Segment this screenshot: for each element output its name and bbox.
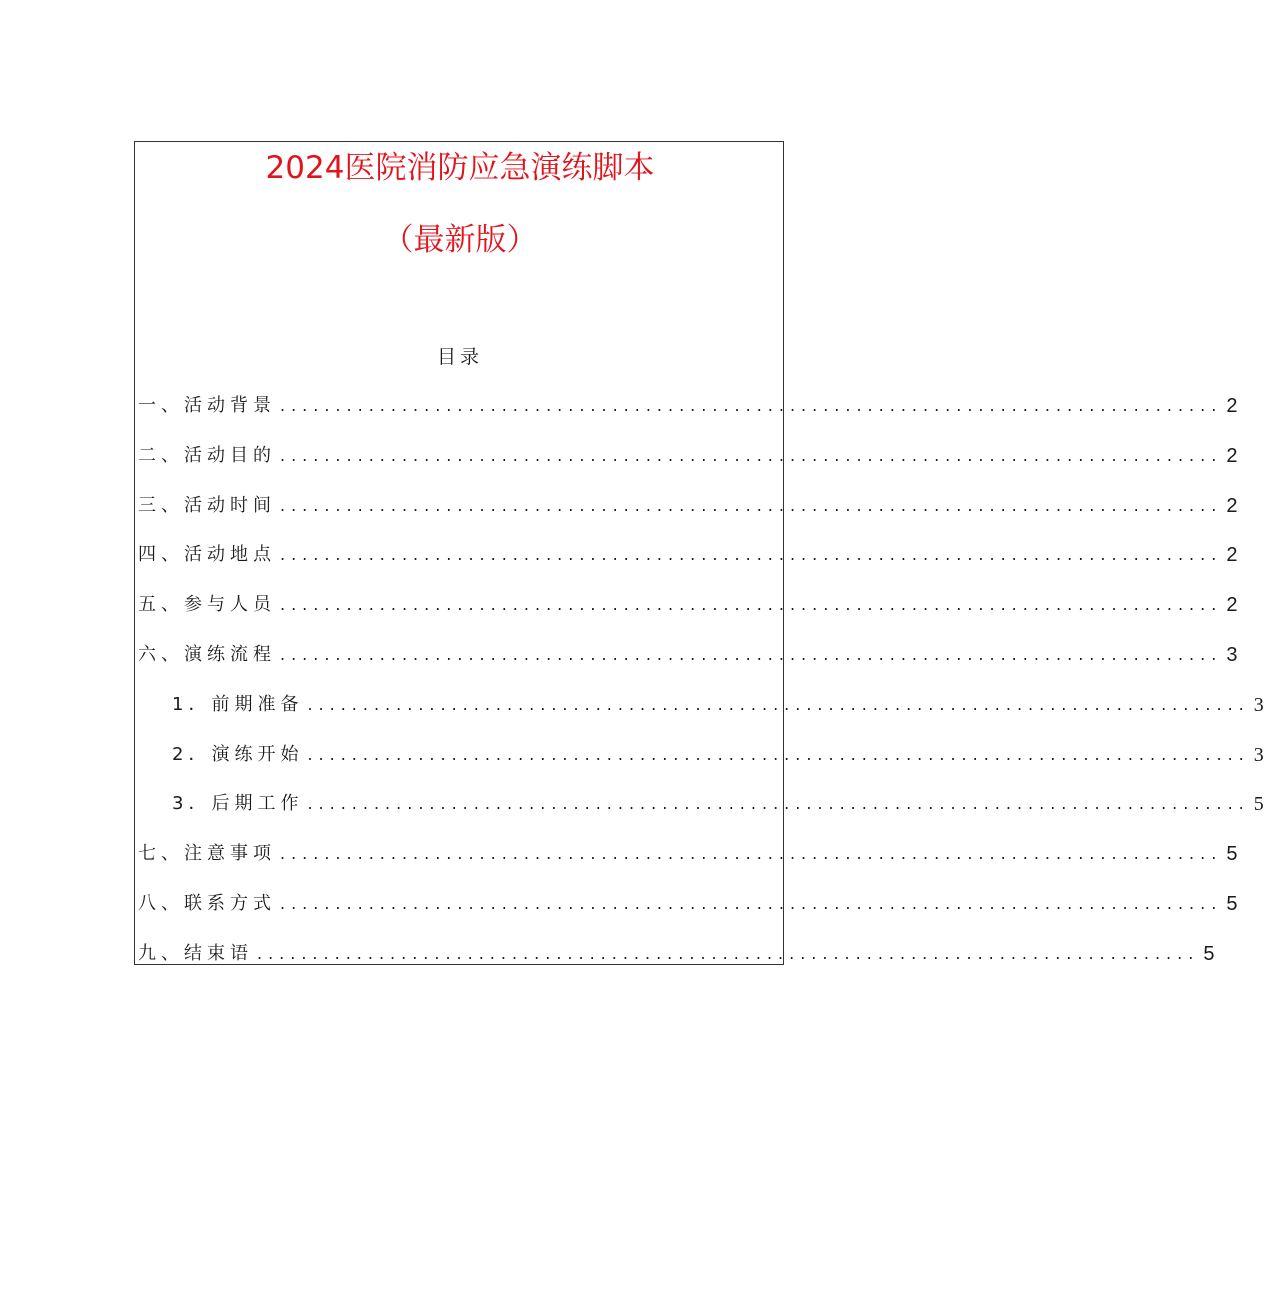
toc-leader-dots: ..................................................................................... [307, 744, 1250, 764]
toc-entry-label: 3．后期工作 [172, 793, 304, 815]
toc-entry[interactable] [138, 493, 1238, 543]
document-title: 2024医院消防应急演练脚本 [265, 150, 655, 186]
toc-leader-dots: ..................................................................................... [307, 694, 1250, 714]
toc-entry-page: 2 [1226, 544, 1238, 567]
toc-entry[interactable] [138, 443, 1238, 493]
toc-entry-page: 3 [1253, 743, 1264, 766]
toc-entry-label: 五、参与人员 [138, 594, 276, 616]
toc-leader-dots: ..................................................................................... [280, 893, 1223, 913]
toc-leader-dots: ..................................................................................... [280, 495, 1223, 515]
toc-leader-dots: ..................................................................................... [280, 844, 1223, 864]
toc-entry-page: 2 [1226, 395, 1238, 417]
toc-leader-dots: ..................................................................................... [280, 396, 1223, 415]
toc-subentry[interactable] [138, 742, 1264, 792]
toc-heading: 目录 [436, 346, 483, 368]
toc-entry-page: 5 [1253, 793, 1264, 816]
table-of-contents [138, 393, 1264, 991]
toc-entry[interactable] [138, 393, 1238, 443]
toc-entry-page: 2 [1226, 494, 1238, 517]
toc-entry-page: 3 [1253, 693, 1264, 716]
toc-leader-dots: ..................................................................................... [280, 545, 1223, 565]
toc-entry-label: 七、注意事项 [138, 843, 276, 865]
toc-entry-page: 5 [1226, 843, 1238, 866]
toc-entry[interactable] [138, 642, 1238, 692]
toc-entry-label: 四、活动地点 [138, 544, 276, 566]
toc-entry-label: 六、演练流程 [138, 643, 276, 665]
toc-entry[interactable] [138, 891, 1238, 941]
toc-entry-label: 一、活动背景 [138, 395, 276, 416]
toc-entry-label: 八、联系方式 [138, 892, 276, 914]
toc-entry-page: 2 [1226, 594, 1238, 617]
toc-leader-dots: ..................................................................................... [280, 644, 1223, 664]
toc-entry-page: 5 [1203, 942, 1215, 965]
toc-entry-page: 5 [1226, 892, 1238, 915]
toc-subentry[interactable] [138, 692, 1264, 742]
toc-entry-page: 2 [1226, 444, 1238, 467]
toc-entry-label: 2．演练开始 [172, 743, 304, 765]
toc-entry-label: 二、活动目的 [138, 444, 276, 466]
toc-entry[interactable] [138, 941, 1215, 991]
toc-entry-page: 3 [1226, 643, 1238, 666]
toc-leader-dots: ..................................................................................... [307, 794, 1250, 814]
toc-entry[interactable] [138, 592, 1238, 642]
toc-leader-dots: ..................................................................................... [257, 943, 1200, 963]
toc-entry-label: 1．前期准备 [172, 693, 304, 715]
toc-subentry[interactable] [138, 791, 1264, 841]
toc-leader-dots: ..................................................................................... [280, 445, 1223, 465]
toc-entry[interactable] [138, 841, 1238, 891]
toc-leader-dots: ..................................................................................... [280, 595, 1223, 615]
toc-entry[interactable] [138, 542, 1238, 592]
toc-entry-label: 九、结束语 [138, 942, 253, 964]
toc-entry-label: 三、活动时间 [138, 494, 276, 516]
document-subtitle: （最新版） [382, 222, 538, 258]
